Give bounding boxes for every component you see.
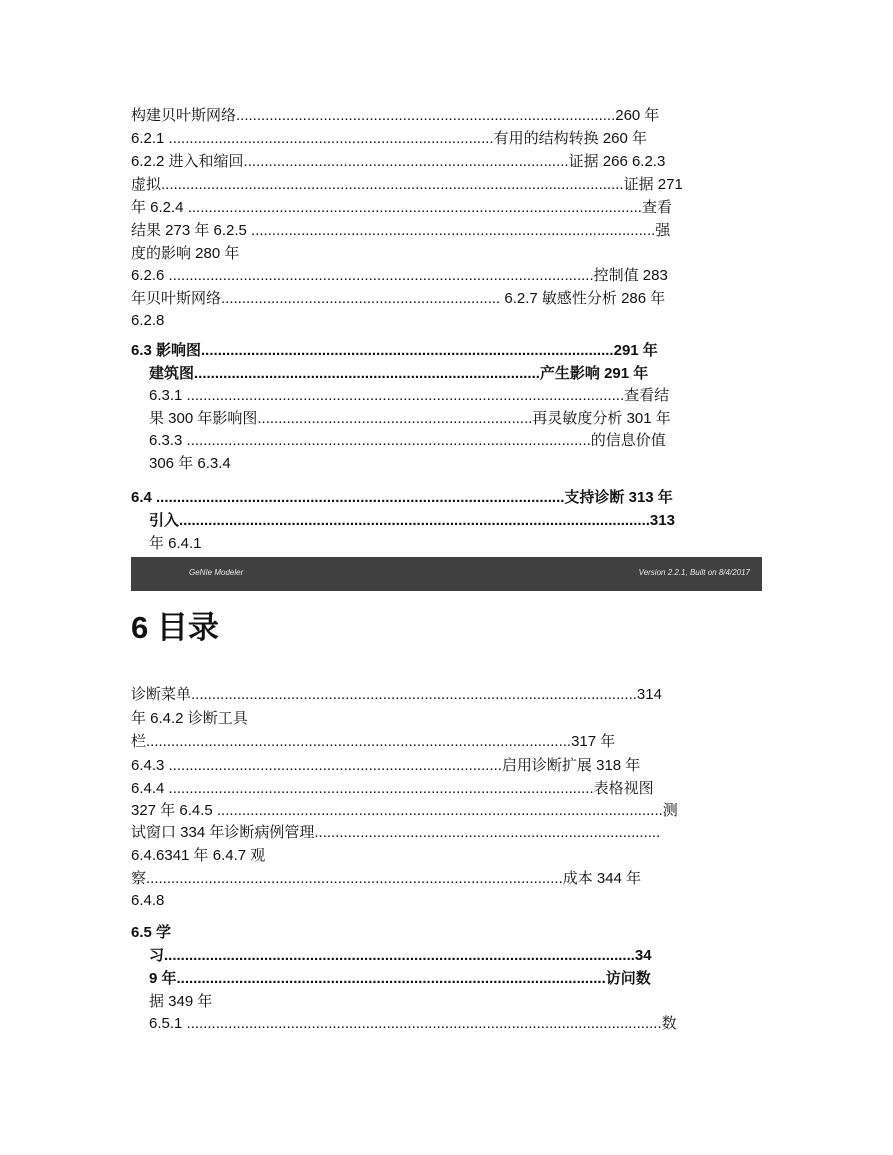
page-heading: 6 目录 xyxy=(131,610,219,645)
toc-line: 建筑图...................................................................................产生影响 291 年 xyxy=(149,365,649,382)
toc-line: 6.5.1 ..................................................................................................................数 xyxy=(149,1015,677,1032)
toc-line: 试窗口 334 年诊断病例管理................................................................................... xyxy=(131,824,661,841)
toc-line: 9 年.......................................................................................................访问数 xyxy=(149,970,651,987)
toc-line: 6.2.1 ..............................................................................有用的结构转换 260 年 xyxy=(131,130,647,147)
page-footer xyxy=(131,557,762,591)
toc-line: 构建贝叶斯网络...........................................................................................260 年 xyxy=(131,107,660,124)
toc-line: 据 349 年 xyxy=(149,993,213,1010)
toc-line: 度的影响 280 年 xyxy=(131,245,240,262)
toc-line: 6.5 学 xyxy=(131,924,172,941)
toc-line: 6.2.2 进入和缩回..............................................................................证据 266 6.2.3 xyxy=(131,153,666,170)
toc-line: 诊断菜单...........................................................................................................314 xyxy=(131,686,662,703)
toc-line: 6.4.6341 年 6.4.7 观 xyxy=(131,847,266,864)
toc-line: 年贝叶斯网络................................................................... 6.2.7 敏感性分析 286 年 xyxy=(131,290,666,307)
footer-product-name: GeNIe Modeler xyxy=(189,568,244,577)
toc-line: 年 6.2.4 .............................................................................................................查看 xyxy=(131,199,672,216)
toc-line: 327 年 6.4.5 ...........................................................................................................测 xyxy=(131,802,678,819)
toc-line: 6.3 影响图...................................................................................................291 年 xyxy=(131,342,658,359)
toc-line: 6.3.1 .........................................................................................................查看结 xyxy=(149,387,670,404)
toc-line: 栏......................................................................................................317 年 xyxy=(131,733,616,750)
toc-line: 果 300 年影响图..................................................................再灵敏度分析 301 年 xyxy=(149,410,671,427)
toc-line: 习.................................................................................................................34 xyxy=(149,947,652,964)
toc-line: 6.4.4 ......................................................................................................表格视图 xyxy=(131,780,654,797)
toc-line: 年 6.4.1 xyxy=(149,535,202,552)
toc-line: 306 年 6.3.4 xyxy=(149,455,231,472)
toc-line: 察....................................................................................................成本 344 年 xyxy=(131,870,642,887)
toc-line: 6.2.8 xyxy=(131,312,165,329)
toc-line: 6.4 ..................................................................................................支持诊断 313 年 xyxy=(131,489,673,506)
toc-line: 虚拟...............................................................................................................证据 271 xyxy=(131,176,683,193)
toc-line: 6.3.3 .................................................................................................的信息价值 xyxy=(149,432,666,449)
toc-line: 引入.................................................................................................................313 xyxy=(149,512,675,529)
toc-line: 结果 273 年 6.2.5 .................................................................................................强 xyxy=(131,222,671,239)
toc-line: 6.2.6 ......................................................................................................控制值 283 xyxy=(131,267,668,284)
toc-line: 6.4.3 ................................................................................启用诊断扩展 318 年 xyxy=(131,757,641,774)
toc-line: 年 6.4.2 诊断工具 xyxy=(131,710,248,727)
toc-line: 6.4.8 xyxy=(131,892,165,909)
footer-version: Version 2.2.1, Built on 8/4/2017 xyxy=(638,568,750,577)
